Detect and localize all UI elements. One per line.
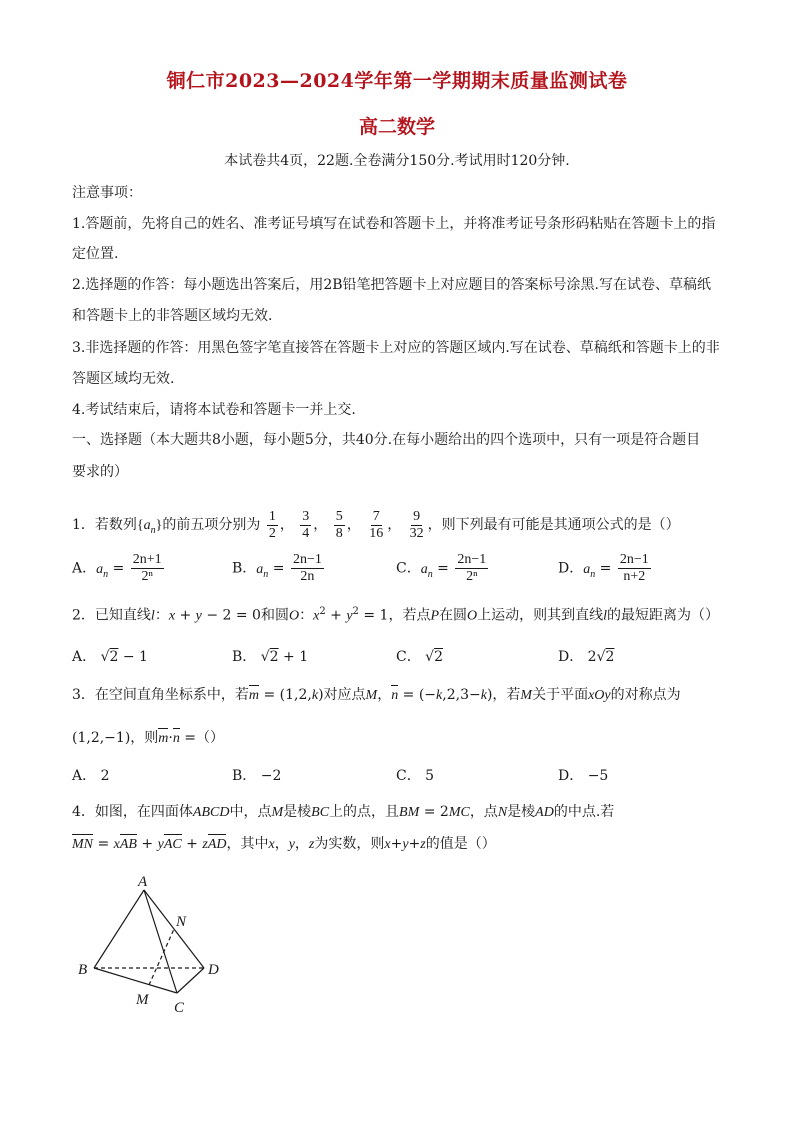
label-n: N [176, 914, 187, 930]
question-2-options [72, 646, 732, 668]
question-2: 2．已知直线l：x + y − 2 = 0和圆O：$x^2 + y^2 = 1$，若点P在圆O上运动，则其到直线l的最短距离为（） [72, 606, 720, 624]
label-b: B [78, 962, 88, 978]
note-2-line-2: 和答题卡上的非答题区域均无效. [72, 308, 273, 324]
note-3-line-2: 答题区域均无效. [72, 371, 175, 387]
q1-option-b[interactable]: B．$a_n$ = $\frac{2n-1}{2n}$ [232, 552, 322, 584]
section-1-line-1: 一、选择题（本大题共8小题，每小题5分，共40分.在每小题给出的四个选项中，只有一项是符合题目 [72, 432, 701, 448]
exam-title: 铜仁市2023—2024学年第一学期期末质量监测试卷 [166, 70, 628, 92]
question-3-line-2: (1,2,−1)，则m·n =（） [72, 728, 732, 749]
term-3: $\frac{5}{8}$ [335, 508, 343, 541]
tetrahedron-figure [72, 868, 232, 1018]
q1-option-d[interactable]: D．$a_n$ = $\frac{2n-1}{n+2}$ [558, 552, 649, 584]
section-1-line-2: 要求的） [72, 464, 128, 480]
q3-option-d[interactable]: D． −5 [558, 768, 609, 784]
question-3-line-1: 3．在空间直角坐标系中，若m = (1,2,k)对应点M，n = (−k,2,3−k)，若M关于平面xOy的对称点为 [72, 685, 732, 706]
q2-option-c[interactable]: C． √2 [396, 649, 444, 665]
q2-option-b[interactable]: B． √2 + 1 [232, 649, 309, 665]
edge-ad [144, 890, 204, 968]
question-1: 1．若数列$\{a_n\}$的前五项分别为 $\frac{1}{2}$ ， $\frac{3}{4}$ ， $\frac{5}{8}$ ， $\frac{7}{16}$ ， $\frac{9}{32}$ ，则下列最有可能是其通项公式的是（） [72, 508, 680, 541]
term-1: $\frac{1}{2}$ [268, 508, 276, 541]
edge-bc [94, 968, 177, 993]
label-m: M [136, 992, 149, 1008]
note-1-line-2: 定位置. [72, 246, 119, 262]
edge-ab [94, 890, 144, 968]
term-4: $\frac{7}{16}$ [369, 508, 384, 541]
edge-cd [177, 968, 204, 993]
label-a: A [138, 874, 148, 890]
label-d: D [208, 962, 219, 978]
segment-mn [149, 929, 174, 985]
q1-option-a[interactable]: A．$a_n$ = $\frac{2n+1}{\text{2ⁿ}}$ [72, 552, 162, 584]
note-3-line-1: 3.非选择题的作答：用黑色签字笔直接答在答题卡上对应的答题区域内.写在试卷、草稿纸和答题卡上的非 [72, 340, 720, 356]
note-1-line-1: 1.答题前，先将自己的姓名、准考证号填写在试卷和答题卡上，并将准考证号条形码粘贴在答题卡上的指 [72, 216, 716, 232]
q3-option-b[interactable]: B． −2 [232, 768, 282, 784]
question-1-options [72, 552, 732, 588]
question-4-line-1: 4．如图，在四面体ABCD中，点M是棱BC上的点，且BM = 2MC，点N是棱AD的中点.若 [72, 804, 615, 820]
label-c: C [174, 1000, 185, 1016]
q1-option-c[interactable]: C．$a_n$ = $\frac{2n-1}{\text{2ⁿ}}$ [396, 552, 487, 584]
term-5: $\frac{9}{32}$ [409, 508, 424, 541]
q3-option-a[interactable]: A． 2 [72, 768, 110, 784]
edge-ac [144, 890, 177, 993]
q3-option-c[interactable]: C． 5 [396, 768, 435, 784]
exam-intro: 本试卷共4页，22题.全卷满分150分.考试用时120分钟. [224, 153, 570, 169]
exam-subtitle: 高二数学 [358, 116, 435, 138]
term-2: $\frac{3}{4}$ [302, 508, 310, 541]
note-2-line-1: 2.选择题的作答：每小题选出答案后，用2B铅笔把答题卡上对应题目的答案标号涂黑.写在试卷、草稿纸 [72, 277, 712, 293]
notes-heading: 注意事项： [72, 185, 142, 201]
note-4: 4.考试结束后，请将本试卷和答题卡一并上交. [72, 402, 356, 418]
question-4-line-2: MN = xAB + yAC + zAD，其中x，y，z为实数，则x+y+z的值是（） [72, 834, 732, 855]
question-3-options [72, 765, 732, 787]
q2-option-a[interactable]: A． √2 − 1 [72, 649, 148, 665]
q2-option-d[interactable]: D． 2√2 [558, 649, 615, 665]
